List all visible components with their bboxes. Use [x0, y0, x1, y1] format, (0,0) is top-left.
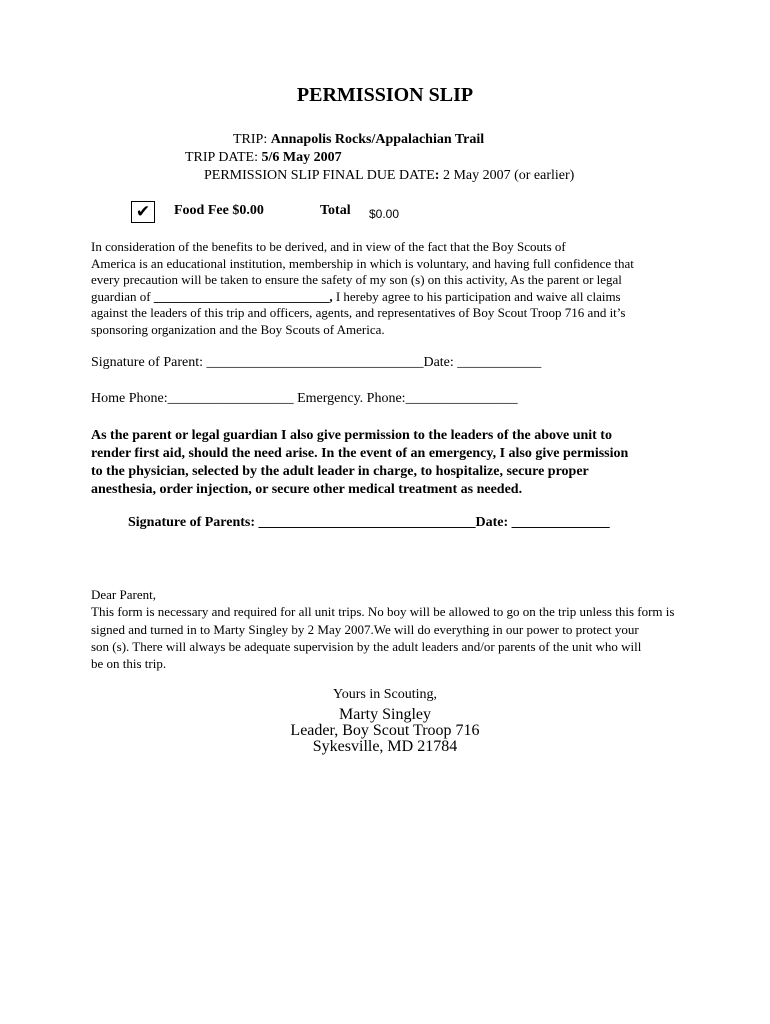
due-date-label: PERMISSION SLIP FINAL DUE DATE [204, 168, 435, 183]
letter-greeting: Dear Parent, [91, 587, 156, 602]
due-date-line [204, 168, 574, 184]
food-fee-checkbox[interactable] [131, 201, 155, 223]
medical-line: As the parent or legal guardian I also give permission to the leaders of the above unit to [91, 428, 612, 443]
consideration-paragraph [91, 239, 634, 339]
consideration-line: every precaution will be taken to ensure the safety of my son (s) on this activity, As the parent or legal [91, 272, 622, 288]
parents-signature-line[interactable]: Signature of Parents: _______________________________Date: ______________ [128, 515, 610, 530]
medical-line: anesthesia, order injection, or secure other medical treatment as needed. [91, 482, 523, 497]
medical-line: to the physician, selected by the adult leader in charge, to hospitalize, secure proper [91, 464, 589, 479]
trip-date-label: TRIP DATE: [185, 150, 262, 165]
consideration-line [91, 289, 634, 306]
consideration-line: In consideration of the benefits to be derived, and in view of the fact that the Boy Scouts of [91, 239, 566, 254]
consideration-line: against the leaders of this trip and officers, agents, and representatives of Boy Scout Troop 716 and it’s [91, 305, 626, 321]
due-date-value: 2 May 2007 (or earlier) [439, 168, 575, 183]
agreement-text: I hereby agree to his participation and waive all claims [332, 288, 621, 304]
medical-permission-paragraph [91, 427, 628, 499]
closing-location: Sykesville, MD 21784 [312, 738, 458, 755]
son-name-blank[interactable]: ___________________________, [153, 288, 333, 304]
closing-block [0, 687, 770, 703]
consideration-line: America is an educational institution, membership in which is voluntary, and having full confidence that [91, 255, 634, 271]
closing-name: Marty Singley [339, 706, 431, 723]
parent-letter [91, 586, 674, 672]
due-date-colon: : [434, 168, 440, 183]
letter-line: This form is necessary and required for all unit trips. No boy will be allowed to go on the trip unless this form is [91, 604, 675, 620]
medical-line: render first aid, should the need arise. In the event of an emergency, I also give permission [91, 446, 629, 461]
trip-date-value: 5/6 May 2007 [261, 150, 342, 165]
trip-label: TRIP: [233, 132, 271, 147]
trip-value: Annapolis Rocks/Appalachian Trail [270, 132, 485, 147]
phone-numbers-line[interactable]: Home Phone:__________________ Emergency. Phone:________________ [91, 391, 518, 406]
parent-signature-line[interactable]: Signature of Parent: _______________________________Date: ____________ [91, 355, 542, 370]
food-fee-label: Food Fee $0.00 [174, 203, 264, 218]
closing-salutation: Yours in Scouting, [333, 687, 437, 702]
letter-line: be on this trip. [91, 656, 167, 672]
check-mark-icon: ✔ [135, 202, 151, 222]
guardian-label: guardian of [91, 288, 154, 304]
closing-title: Leader, Boy Scout Troop 716 [290, 722, 480, 739]
total-label: Total [320, 203, 351, 218]
letter-line: son (s). There will always be adequate supervision by the adult leaders and/or parents of the unit who will [91, 638, 642, 654]
trip-line [233, 132, 484, 148]
total-value: $0.00 [369, 207, 400, 221]
letter-line: signed and turned in to Marty Singley by 2 May 2007.We will do everything in our power to protect your [91, 621, 639, 637]
page-title: PERMISSION SLIP [296, 84, 474, 106]
consideration-line: sponsoring organization and the Boy Scouts of America. [91, 321, 385, 337]
trip-date-line [185, 150, 342, 166]
